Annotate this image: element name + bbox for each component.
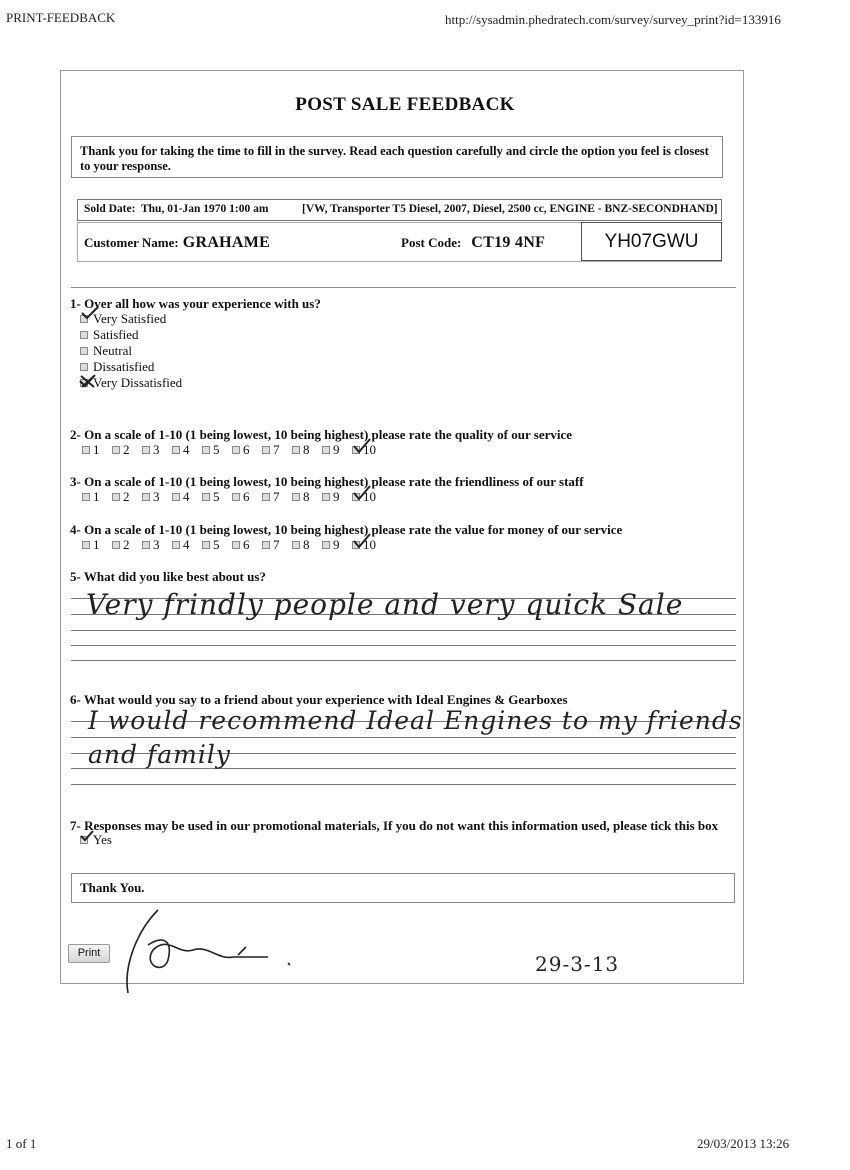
q2-option[interactable]: 3 [142, 442, 172, 458]
checkbox[interactable] [292, 541, 300, 549]
q1-option-neutral[interactable]: Neutral [80, 343, 182, 359]
post-code [401, 234, 545, 252]
checkbox[interactable] [80, 363, 88, 371]
checkbox[interactable] [142, 493, 150, 501]
page-count: 1 of 1 [6, 1136, 37, 1151]
q7-option-yes[interactable]: Yes [80, 832, 112, 848]
checkbox[interactable] [82, 446, 90, 454]
q2-option[interactable]: 9 [322, 442, 352, 458]
checkbox[interactable] [232, 493, 240, 501]
answer-line [71, 645, 736, 646]
answer-line [71, 737, 736, 738]
q7-question: 7- Responses may be used in our promotional materials, If you do not want this information used, please tick this box [70, 818, 719, 833]
q2-option[interactable]: 2 [112, 442, 142, 458]
q5-question: 5- What did you like best about us? [70, 569, 266, 584]
checkbox[interactable] [142, 446, 150, 454]
q3-question: 3- On a scale of 1-10 (1 being lowest, 10 being highest) please rate the friendliness of our staff [70, 474, 584, 489]
q4-question: 4- On a scale of 1-10 (1 being lowest, 10 being highest) please rate the value for money of our service [70, 522, 623, 537]
checkbox[interactable] [202, 493, 210, 501]
registration-box: YH07GWU [581, 222, 722, 261]
checkbox[interactable] [262, 493, 270, 501]
signature [118, 905, 303, 1000]
q4-option[interactable]: 9 [322, 537, 352, 553]
print-datetime: 29/03/2013 13:26 [697, 1136, 790, 1151]
checkbox[interactable] [172, 493, 180, 501]
checkbox[interactable] [112, 493, 120, 501]
checkbox[interactable] [112, 446, 120, 454]
form-title: POST SALE FEEDBACK [295, 94, 515, 115]
check-mark-icon [80, 305, 100, 321]
q6-question: 6- What would you say to a friend about your experience with Ideal Engines & Gearboxes [70, 692, 568, 707]
checkbox[interactable] [292, 493, 300, 501]
check-mark-icon [352, 532, 372, 550]
answer-line [71, 784, 736, 785]
q3-option[interactable]: 7 [262, 489, 292, 505]
thank-you-box: Thank You. [71, 873, 735, 903]
q3-option[interactable]: 3 [142, 489, 172, 505]
q4-option[interactable]: 1 [82, 537, 112, 553]
cross-mark-icon [78, 373, 98, 389]
q2-option[interactable]: 1 [82, 442, 112, 458]
checkbox[interactable] [142, 541, 150, 549]
q3-option[interactable]: 10 [352, 489, 382, 505]
intro-box: Thank you for taking the time to fill in the survey. Read each question carefully and circle the option you feel is closest to your response. [71, 136, 723, 178]
q4-option[interactable]: 8 [292, 537, 322, 553]
post-code-label: Post Code: [401, 235, 462, 250]
q2-option[interactable]: 6 [232, 442, 262, 458]
answer-line [71, 660, 736, 661]
q3-option[interactable]: 5 [202, 489, 232, 505]
q2-scale [82, 442, 382, 458]
check-mark-icon [79, 829, 95, 843]
q1-option-satisfied[interactable]: Satisfied [80, 327, 182, 343]
check-mark-icon [352, 484, 372, 502]
check-mark-icon [352, 437, 372, 455]
q3-option[interactable]: 4 [172, 489, 202, 505]
sold-date-value: Thu, 01-Jan 1970 1:00 am [140, 203, 269, 215]
vehicle-details: [VW, Transporter T5 Diesel, 2007, Diesel, 2500 cc, ENGINE - BNZ-SECONDHAND] [302, 203, 718, 215]
q2-option[interactable]: 8 [292, 442, 322, 458]
q1-option-very-dissatisfied[interactable]: Very Dissatisfied [80, 375, 182, 391]
q4-option[interactable]: 6 [232, 537, 262, 553]
checkbox[interactable] [292, 446, 300, 454]
customer-name-value: GRAHAME [182, 234, 271, 251]
post-code-value: CT19 4NF [471, 234, 546, 251]
q2-option[interactable]: 10 [352, 442, 382, 458]
q2-question: 2- On a scale of 1-10 (1 being lowest, 10 being highest) please rate the quality of our service [70, 427, 573, 442]
answer-line [71, 630, 736, 631]
q3-option[interactable]: 6 [232, 489, 262, 505]
print-button[interactable]: Print [68, 944, 110, 963]
q2-option[interactable]: 7 [262, 442, 292, 458]
q3-scale [82, 489, 382, 505]
q4-option[interactable]: 4 [172, 537, 202, 553]
checkbox[interactable] [172, 541, 180, 549]
checkbox[interactable] [262, 541, 270, 549]
q6-handwritten-answer-line2: and family [88, 740, 231, 769]
q4-option[interactable]: 7 [262, 537, 292, 553]
checkbox[interactable] [322, 541, 330, 549]
q1-option-dissatisfied[interactable]: Dissatisfied [80, 359, 182, 375]
customer-name-label: Customer Name: [84, 235, 179, 250]
checkbox[interactable] [202, 446, 210, 454]
q2-option[interactable]: 5 [202, 442, 232, 458]
q4-option[interactable]: 5 [202, 537, 232, 553]
checkbox[interactable] [80, 331, 88, 339]
q3-option[interactable]: 1 [82, 489, 112, 505]
section-divider [71, 287, 736, 288]
checkbox[interactable] [232, 446, 240, 454]
print-header-title: PRINT-FEEDBACK [6, 10, 116, 25]
checkbox[interactable] [202, 541, 210, 549]
q4-option[interactable]: 3 [142, 537, 172, 553]
checkbox[interactable] [172, 446, 180, 454]
q3-option[interactable]: 9 [322, 489, 352, 505]
q4-scale [82, 537, 382, 553]
sold-info-row [77, 199, 722, 221]
q4-option[interactable]: 2 [112, 537, 142, 553]
customer-name [84, 234, 270, 252]
checkbox[interactable] [322, 446, 330, 454]
handwritten-date: 29-3-13 [535, 952, 620, 976]
checkbox[interactable] [80, 347, 88, 355]
checkbox[interactable] [82, 541, 90, 549]
q4-option[interactable]: 10 [352, 537, 382, 553]
checkbox[interactable] [322, 493, 330, 501]
checkbox[interactable] [82, 493, 90, 501]
q3-option[interactable]: 8 [292, 489, 322, 505]
sold-date-label: Sold Date: [84, 203, 136, 215]
checkbox[interactable] [232, 541, 240, 549]
q6-handwritten-answer-line1: I would recommend Ideal Engines to my friends [88, 706, 743, 735]
checkbox[interactable] [112, 541, 120, 549]
q2-option[interactable]: 4 [172, 442, 202, 458]
print-header-url: http://sysadmin.phedratech.com/survey/survey_print?id=133916 [445, 12, 781, 27]
q5-handwritten-answer: Very frindly people and very quick Sale [86, 588, 684, 621]
q1-option-very-satisfied[interactable]: Very Satisfied [80, 311, 182, 327]
q1-question: 1- Over all how was your experience with us? [70, 296, 321, 311]
checkbox[interactable] [262, 446, 270, 454]
q3-option[interactable]: 2 [112, 489, 142, 505]
